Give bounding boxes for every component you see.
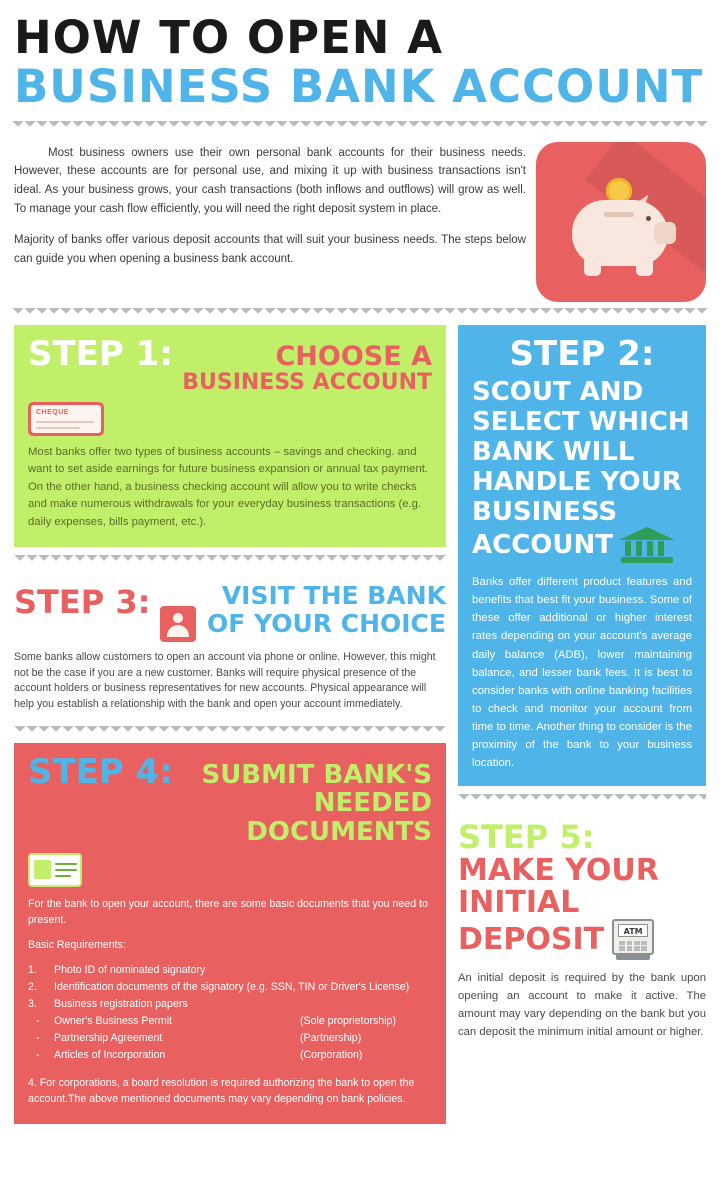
step-1-label: STEP 1:	[28, 333, 173, 374]
requirement-item	[28, 962, 432, 979]
cheque-icon	[28, 402, 104, 436]
requirement-note: (Partnership)	[300, 1032, 362, 1045]
step-4-label: STEP 4:	[28, 751, 173, 792]
step-4-body	[28, 897, 432, 955]
steps-section	[0, 325, 720, 1124]
intro-paragraph-2: Majority of banks offer various deposit accounts that will suit your business needs. The steps below can guide you when opening a business bank account.	[14, 234, 526, 266]
divider-step1-step3	[14, 555, 446, 564]
step-4-title-line2: NEEDED DOCUMENTS	[246, 788, 432, 848]
step-2-block	[458, 325, 706, 786]
requirement-number: 1.	[28, 964, 37, 977]
step-4-title-line1: SUBMIT BANK'S	[201, 759, 432, 790]
requirement-item	[28, 1030, 432, 1047]
step-3-title	[206, 582, 446, 637]
requirement-text: Identification documents of the signatory (e.g. SSN, TIN or Driver's License)	[54, 981, 410, 994]
intro-paragraph-1: Most business owners use their own personal bank accounts for their business needs. However, these accounts are for personal use, and mixing it up with business transactions isn't ideal. As your business grows, your cash transactions (both inflows and outflows) will grow as well. To manage your cash flow efficiently, you will need the right deposit system in place.	[14, 146, 526, 216]
intro-text	[14, 136, 526, 302]
step-5-title-line1: MAKE YOUR	[458, 852, 659, 888]
step-2-title-line5: BUSINESS	[472, 497, 618, 528]
requirement-note: (Sole proprietorship)	[300, 1015, 396, 1028]
requirement-number: 2.	[28, 981, 37, 994]
requirement-text: Partnership Agreement	[54, 1032, 163, 1045]
step-2-label: STEP 2:	[509, 333, 655, 374]
requirement-text: Business registration papers	[54, 998, 188, 1011]
step-1-block	[14, 325, 446, 548]
step-2-title-line2: SELECT WHICH	[472, 406, 690, 437]
page-header	[0, 0, 720, 114]
bank-building-icon	[619, 527, 675, 563]
requirement-item	[28, 1013, 432, 1030]
step-3-label: STEP 3:	[14, 583, 151, 622]
step-3-title-line2: OF YOUR CHOICE	[206, 608, 446, 638]
step-5-title	[458, 852, 706, 961]
step-5-label: STEP 5:	[458, 817, 595, 856]
step-1-title	[181, 340, 432, 395]
step-4-requirements-list	[28, 962, 432, 1064]
step-5-block	[458, 811, 706, 1041]
requirement-text: Photo ID of nominated signatory	[54, 964, 206, 977]
steps-left-column	[14, 325, 446, 1124]
intro-section	[0, 130, 720, 302]
atm-icon-label: ATM	[618, 924, 648, 937]
requirement-note: (Corporation)	[300, 1049, 363, 1062]
step-4-requirements-heading: Basic Requirements:	[28, 939, 126, 952]
requirement-number: -	[36, 1015, 40, 1028]
step-2-title-line4: HANDLE YOUR	[472, 466, 682, 497]
step-5-title-line3: DEPOSIT	[458, 921, 605, 957]
id-card-icon	[28, 853, 82, 887]
person-icon	[160, 606, 196, 642]
step-4-footnote: 4. For corporations, a board resolution is required authorizing the bank to open the account.The above mentioned documents may vary depending on bank policies.	[28, 1076, 415, 1105]
step-1-title-line2: BUSINESS ACCOUNT	[182, 369, 432, 395]
divider-top	[12, 121, 708, 130]
cheque-icon-label: CHEQUE	[36, 408, 69, 416]
steps-right-column	[458, 325, 706, 1041]
requirement-text: Owner's Business Permit	[54, 1015, 173, 1028]
step-1-title-line1: CHOOSE A	[275, 340, 432, 372]
step-2-title-line3: BANK WILL	[472, 436, 635, 467]
page-title-line1: HOW TO OPEN A	[14, 11, 443, 64]
divider-intro-bottom	[12, 308, 708, 317]
divider-step3-step4	[14, 726, 446, 735]
step-2-title	[472, 377, 692, 564]
step-5-title-line2: INITIAL	[458, 884, 580, 920]
step-3-body: Some banks allow customers to open an account via phone or online. However, this might not be the case if you are a new customer. Banks will require physical presence of the account holders or business representatives for new accounts. Physical appearance will help you establish a relationship with the bank and open your account immediately.	[14, 651, 436, 710]
requirement-item	[28, 1047, 432, 1064]
divider-step2-step5	[458, 794, 706, 803]
page-title-line2: BUSINESS BANK ACCOUNT	[14, 60, 704, 114]
step-2-body: Banks offer different product features and benefits that best fit your business. Some of these offer additional or higher interest rates depending on your account's average daily balance (ADB), lower maintaining balance, and lesser bank fees. It is best to consider banks with online banking facilities to check and monitor your account from time to time. Another thing to consider is the proximity of the bank to your business location.	[472, 576, 692, 769]
step-2-title-line1: SCOUT AND	[472, 376, 644, 407]
requirement-number: -	[36, 1032, 40, 1045]
step-5-body: An initial deposit is required by the bank upon opening an account to make it active. The amount may vary depending on the bank but you can deposit the minimum initial amount or higher.	[458, 971, 706, 1038]
step-1-body: Most banks offer two types of business accounts – savings and checking. and want to set aside earnings for future business expansion or annual tax payment. On the other hand, a business checking account will allow you to write checks and make numerous withdrawals for your everyday business transactions (e.g. daily expenses, bills payment, etc.).	[28, 445, 429, 528]
step-2-title-line6: ACCOUNT	[472, 530, 613, 561]
requirement-item	[28, 979, 432, 996]
requirement-number: 3.	[28, 998, 37, 1011]
requirement-number: -	[36, 1049, 40, 1062]
piggy-bank-icon	[536, 142, 706, 302]
requirement-text: Articles of Incorporation	[54, 1049, 166, 1062]
step-4-intro: For the bank to open your account, there are some basic documents that you need to present.	[28, 897, 428, 926]
step-3-title-line1: VISIT THE BANK	[221, 581, 446, 611]
requirement-item	[28, 996, 432, 1013]
step-4-title	[181, 761, 432, 847]
atm-icon	[612, 919, 654, 961]
step-4-block	[14, 743, 446, 1124]
step-3-block	[14, 572, 446, 717]
